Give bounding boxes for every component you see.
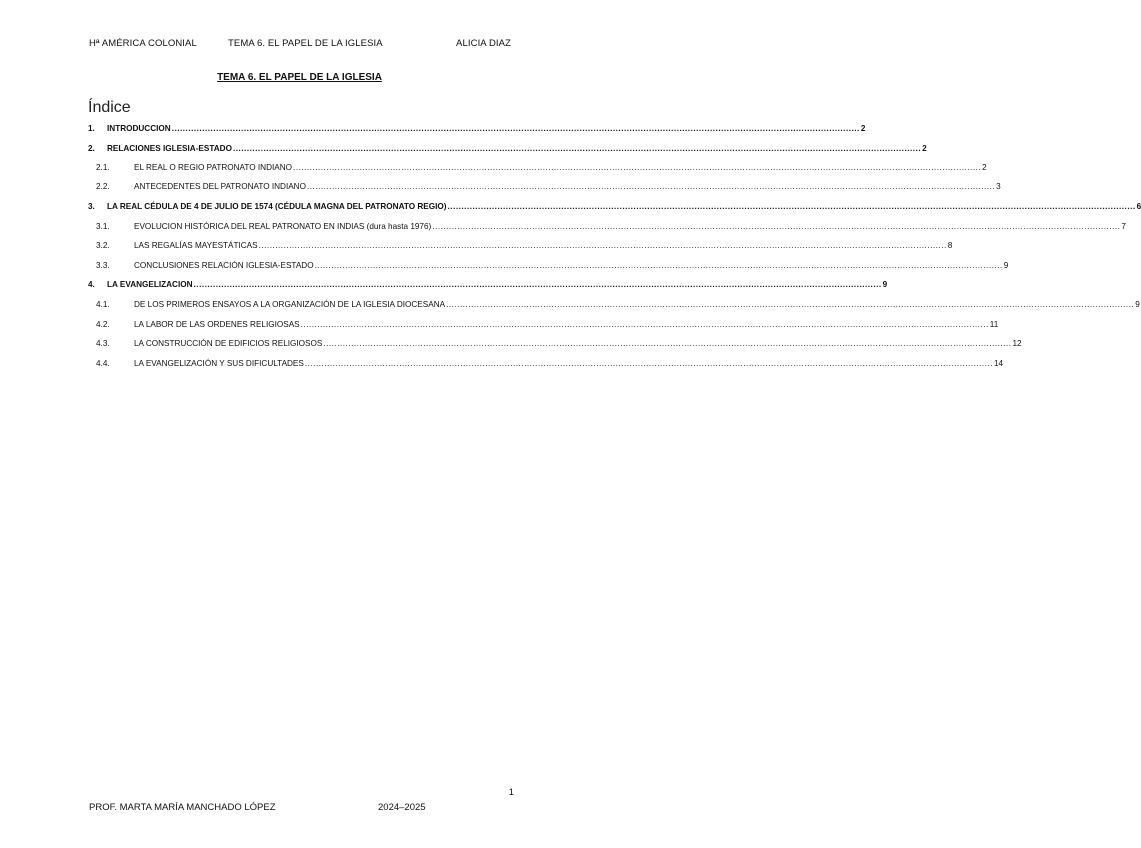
toc-entry-title: INTRODUCCION bbox=[107, 124, 171, 133]
toc-entry[interactable] bbox=[96, 259, 1009, 273]
header-topic: TEMA 6. EL PAPEL DE LA IGLESIA bbox=[228, 38, 383, 49]
toc-dot-leader bbox=[305, 357, 993, 371]
toc-entry[interactable] bbox=[96, 161, 987, 175]
toc-entry-title: LAS REGALÍAS MAYESTÁTICAS bbox=[134, 241, 258, 250]
toc-entry-page: 9 bbox=[882, 280, 888, 289]
toc-heading: Índice bbox=[88, 99, 131, 116]
toc-entry[interactable] bbox=[88, 142, 927, 156]
toc-entry[interactable] bbox=[96, 337, 1022, 351]
toc-entry-page: 2 bbox=[922, 144, 927, 153]
header-course: Hª AMÉRICA COLONIAL bbox=[89, 38, 197, 49]
toc-entry-title: CONCLUSIONES RELACIÓN IGLESIA-ESTADO bbox=[134, 261, 314, 270]
toc-entry-number: 3. bbox=[88, 202, 95, 211]
toc-entry-page: 2 bbox=[982, 163, 987, 172]
toc-entry-title: DE LOS PRIMEROS ENSAYOS A LA ORGANIZACIÓN DE LA IGLESIA DIOCESANA bbox=[134, 300, 446, 309]
toc-entry-title: RELACIONES IGLESIA-ESTADO bbox=[107, 144, 232, 153]
toc-dot-leader bbox=[233, 142, 921, 156]
toc-dot-leader bbox=[194, 278, 882, 292]
toc-entry-number: 2.2. bbox=[96, 182, 110, 191]
toc-entry-title: EL REAL O REGIO PATRONATO INDIANO bbox=[134, 163, 293, 172]
toc-entry-page: 14 bbox=[994, 359, 1004, 368]
toc-entry-page: 9 bbox=[1003, 261, 1009, 270]
footer-professor: PROF. MARTA MARÍA MANCHADO LÓPEZ bbox=[89, 802, 276, 813]
toc-entry[interactable] bbox=[96, 180, 1001, 194]
toc-dot-leader bbox=[307, 180, 995, 194]
toc-entry-page: 3 bbox=[996, 182, 1001, 191]
toc-entry-page: 7 bbox=[1121, 222, 1126, 231]
toc-entry-number: 4.3. bbox=[96, 339, 110, 348]
toc-entry-number: 1. bbox=[88, 124, 95, 133]
toc-dot-leader bbox=[432, 220, 1120, 234]
toc-entry-number: 4.4. bbox=[96, 359, 110, 368]
header-author: ALICIA DIAZ bbox=[456, 38, 511, 49]
toc-dot-leader bbox=[259, 239, 947, 253]
toc-entry-title: LA REAL CÉDULA DE 4 DE JULIO DE 1574 (CÉDULA MAGNA DEL PATRONATO REGIO) bbox=[107, 202, 447, 211]
toc-entry-page: 2 bbox=[860, 124, 866, 133]
toc-entry[interactable] bbox=[96, 298, 1140, 312]
toc-entry-number: 3.1. bbox=[96, 222, 110, 231]
toc-entry[interactable] bbox=[96, 318, 999, 332]
toc-dot-leader bbox=[172, 122, 860, 136]
toc-entry-title: LA EVANGELIZACIÓN Y SUS DIFICULTADES bbox=[134, 359, 304, 368]
toc-entry-number: 2. bbox=[88, 144, 95, 153]
toc-entry-title: LA LABOR DE LAS ORDENES RELIGIOSAS bbox=[134, 320, 300, 329]
toc-dot-leader bbox=[315, 259, 1003, 273]
toc-entry-title: ANTECEDENTES DEL PATRONATO INDIANO bbox=[134, 182, 306, 191]
toc-entry-title: EVOLUCION HISTÓRICA DEL REAL PATRONATO EN INDIAS (dura hasta 1976) bbox=[134, 222, 432, 231]
toc-entry[interactable] bbox=[96, 220, 1126, 234]
toc-entry-number: 4.2. bbox=[96, 320, 110, 329]
toc-entry-number: 2.1. bbox=[96, 163, 110, 172]
page-number: 1 bbox=[508, 787, 514, 798]
footer-academic-year: 2024–2025 bbox=[378, 802, 426, 813]
toc-dot-leader bbox=[293, 161, 981, 175]
toc-entry-number: 3.2. bbox=[96, 241, 110, 250]
toc-entry[interactable] bbox=[96, 357, 1004, 371]
toc-entry[interactable] bbox=[88, 278, 888, 292]
toc-entry-title: LA CONSTRUCCIÓN DE EDIFICIOS RELIGIOSOS bbox=[134, 339, 323, 348]
toc-entry-page: 11 bbox=[989, 320, 999, 329]
toc-dot-leader bbox=[446, 298, 1134, 312]
toc-entry-title: LA EVANGELIZACION bbox=[107, 280, 193, 289]
toc-entry[interactable] bbox=[88, 200, 1141, 214]
toc-entry-number: 3.3. bbox=[96, 261, 110, 270]
toc-entry-page: 6 bbox=[1136, 202, 1141, 211]
toc-entry-number: 4.1. bbox=[96, 300, 110, 309]
toc-entry-page: 8 bbox=[947, 241, 953, 250]
toc-entry-page: 12 bbox=[1012, 339, 1022, 348]
toc-dot-leader bbox=[323, 337, 1011, 351]
toc-entry-page: 9 bbox=[1135, 300, 1140, 309]
toc-dot-leader bbox=[301, 318, 989, 332]
toc-entry[interactable] bbox=[88, 122, 866, 136]
toc-entry-number: 4. bbox=[88, 280, 95, 289]
toc-dot-leader bbox=[448, 200, 1136, 214]
toc-entry[interactable] bbox=[96, 239, 953, 253]
document-title: TEMA 6. EL PAPEL DE LA IGLESIA bbox=[217, 72, 382, 83]
